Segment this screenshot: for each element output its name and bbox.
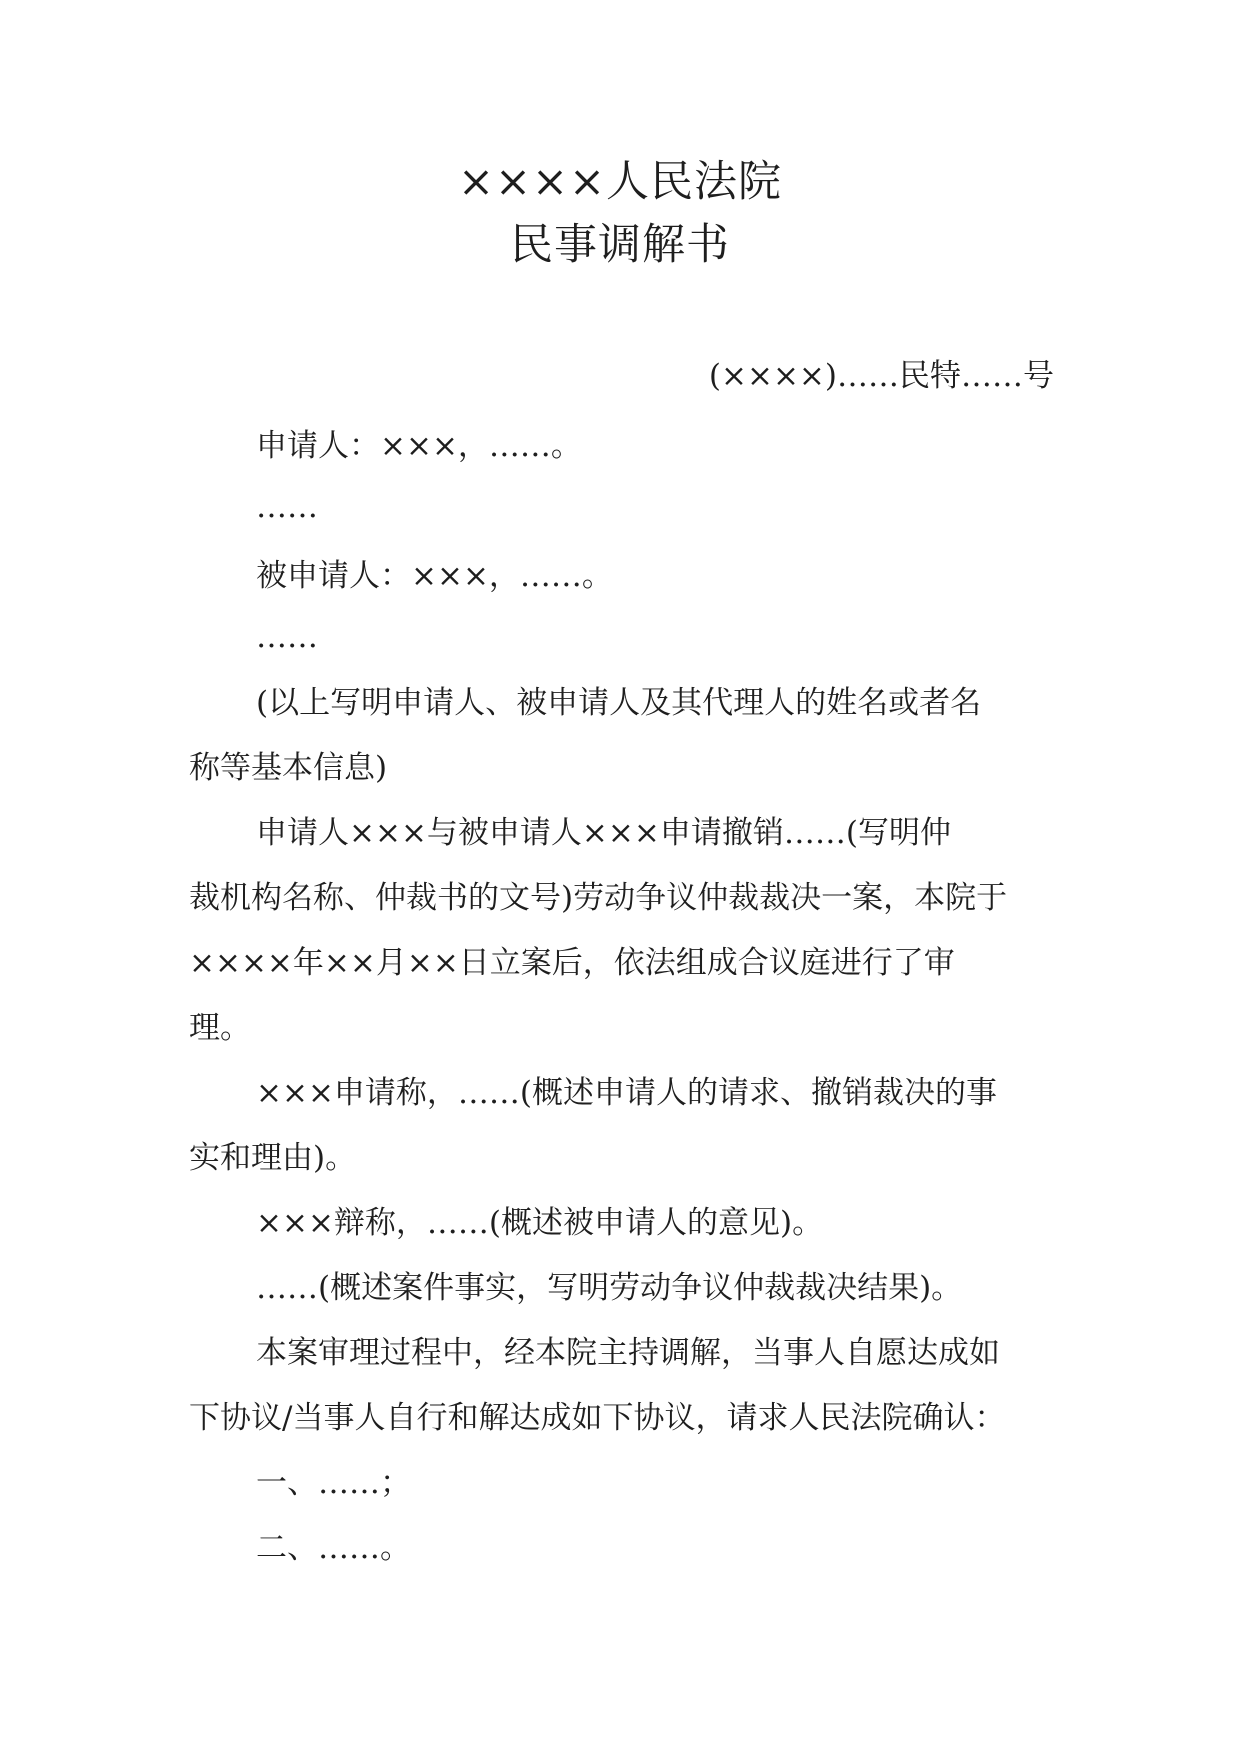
- agreement-item-1: 一、……；: [256, 1465, 411, 1501]
- applicant-line: 申请人：×××，……。: [256, 428, 582, 464]
- case-summary-line: ××××年××月××日立案后，依法组成合议庭进行了审: [189, 945, 955, 981]
- parties-note-line: 称等基本信息): [189, 750, 388, 786]
- applicant-claim-line: ×××申请称，……(概述申请人的请求、撤销裁决的事: [256, 1075, 998, 1111]
- ellipsis-line: ……: [256, 619, 318, 655]
- case-summary-line: 裁机构名称、仲裁书的文号)劳动争议仲裁裁决一案，本院于: [189, 880, 1008, 916]
- document-type-title: 民事调解书: [510, 220, 730, 270]
- agreement-intro-line: 本案审理过程中，经本院主持调解，当事人自愿达成如: [256, 1335, 1000, 1371]
- ellipsis-line: ……: [256, 489, 318, 525]
- court-title: ××××人民法院: [457, 157, 783, 207]
- respondent-defense-line: ×××辩称，……(概述被申请人的意见)。: [256, 1205, 824, 1241]
- applicant-claim-line: 实和理由)。: [189, 1140, 357, 1176]
- respondent-line: 被申请人：×××，……。: [256, 558, 613, 594]
- case-summary-line: 理。: [189, 1010, 251, 1046]
- case-number: (××××)……民特……号: [708, 358, 1054, 394]
- facts-line: ……(概述案件事实，写明劳动争议仲裁裁决结果)。: [256, 1270, 963, 1306]
- agreement-intro-line: 下协议/当事人自行和解达成如下协议，请求人民法院确认：: [189, 1400, 1006, 1436]
- case-summary-line: 申请人×××与被申请人×××申请撤销……(写明仲: [256, 815, 951, 851]
- parties-note-line: (以上写明申请人、被申请人及其代理人的姓名或者名: [256, 685, 982, 721]
- agreement-item-2: 二、……。: [256, 1530, 411, 1566]
